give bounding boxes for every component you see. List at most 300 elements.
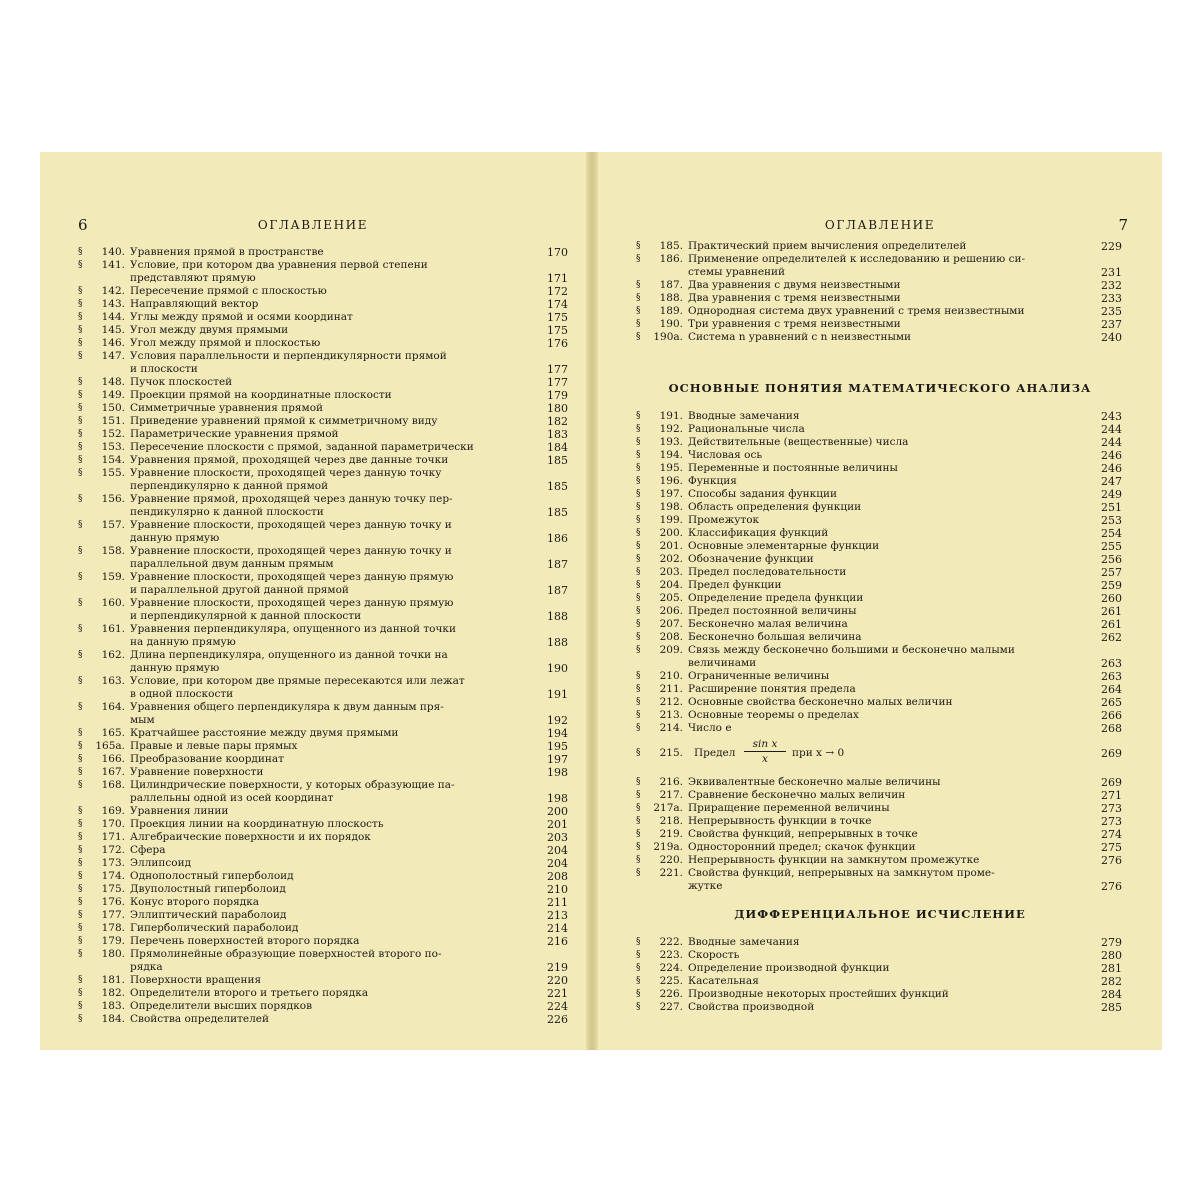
page-ref: 254 xyxy=(1101,527,1122,540)
entry-number: 207. xyxy=(659,618,683,630)
running-title: ОГЛАВЛЕНИЕ xyxy=(824,218,936,232)
entry-title: представляют прямую xyxy=(130,272,256,284)
entry-title: Функция xyxy=(688,475,737,487)
entry-title: Условие, при котором две прямые пересекаются или лежат xyxy=(130,675,465,687)
section-sign: § xyxy=(78,923,83,933)
toc-entry xyxy=(78,259,568,272)
toc-entry xyxy=(636,305,1122,318)
entry-title: Определители высших порядков xyxy=(130,1000,313,1012)
entry-title: величинами xyxy=(688,657,757,669)
entry-title: Классификация функций xyxy=(688,527,829,539)
section-sign: § xyxy=(636,829,641,839)
section-sign: § xyxy=(636,1002,641,1012)
page-ref: 235 xyxy=(1101,305,1122,318)
section-sign: § xyxy=(636,645,641,655)
section-sign: § xyxy=(78,702,83,712)
entry-number: 154. xyxy=(101,454,125,466)
toc-entry xyxy=(78,701,568,714)
section-sign: § xyxy=(636,476,641,486)
section-sign: § xyxy=(636,842,641,852)
page-ref: 269 xyxy=(1101,747,1122,760)
page-ref: 256 xyxy=(1101,553,1122,566)
section-sign: § xyxy=(636,554,641,564)
entry-title: и плоскости xyxy=(130,363,198,375)
toc-entry xyxy=(78,623,568,636)
entry-number: 153. xyxy=(101,441,125,453)
entry-title: Ограниченные величины xyxy=(688,670,830,682)
entry-number: 224. xyxy=(659,962,683,974)
toc-entry xyxy=(78,597,568,610)
entry-title: Определение производной функции xyxy=(688,962,890,974)
toc-entry xyxy=(636,266,1122,279)
entry-title: на данную прямую xyxy=(130,636,236,648)
toc-list-analysis-2 xyxy=(636,776,1122,893)
entry-title: и перпендикулярной к данной плоскости xyxy=(130,610,362,622)
entry-title: жутке xyxy=(688,880,723,892)
entry-number: 142. xyxy=(101,285,125,297)
page-ref: 211 xyxy=(547,896,568,909)
section-sign: § xyxy=(78,741,83,751)
entry-title: Определение предела функции xyxy=(688,592,864,604)
toc-list-analysis xyxy=(636,410,1122,735)
entry-number: 169. xyxy=(101,805,125,817)
right-page xyxy=(598,152,1162,1050)
toc-entry xyxy=(78,662,568,675)
entry-title: перпендикулярно к данной прямой xyxy=(130,480,329,492)
fraction-denominator: x xyxy=(762,753,768,765)
section-sign: § xyxy=(78,546,83,556)
page-ref: 247 xyxy=(1101,475,1122,488)
toc-list-right-top xyxy=(636,240,1122,344)
entry-title: Основные элементарные функции xyxy=(688,540,880,552)
entry-number: 190а. xyxy=(653,331,683,343)
page-ref: 198 xyxy=(547,792,568,805)
entry-title: Предел постоянной величины xyxy=(688,605,857,617)
section-sign: § xyxy=(78,988,83,998)
right-page-header xyxy=(598,216,1162,238)
section-heading-analysis: ОСНОВНЫЕ ПОНЯТИЯ МАТЕМАТИЧЕСКОГО АНАЛИЗА xyxy=(668,381,1092,395)
entry-number: 179. xyxy=(101,935,125,947)
page-ref: 213 xyxy=(547,909,568,922)
page-ref: 273 xyxy=(1101,815,1122,828)
entry-title: Однородная система двух уравнений с тремя неизвестными xyxy=(688,305,1025,317)
entry-number: 148. xyxy=(101,376,125,388)
entry-title: Число e xyxy=(688,722,732,734)
fraction-numerator: sin x xyxy=(744,737,786,752)
toc-entry xyxy=(78,1013,568,1026)
section-sign: § xyxy=(636,450,641,460)
entry-number: 143. xyxy=(101,298,125,310)
page-ref: 219 xyxy=(547,961,568,974)
entry-number: 152. xyxy=(101,428,125,440)
entry-number: 168. xyxy=(101,779,125,791)
toc-entry xyxy=(78,779,568,792)
toc-entry xyxy=(78,870,568,883)
toc-entry xyxy=(636,1001,1122,1014)
section-sign: § xyxy=(78,949,83,959)
entry-title: Промежуток xyxy=(688,514,760,526)
page-ref: 275 xyxy=(1101,841,1122,854)
page-ref: 261 xyxy=(1101,618,1122,631)
section-sign: § xyxy=(78,247,83,257)
page-ref: 204 xyxy=(547,844,568,857)
entry-number: 163. xyxy=(101,675,125,687)
section-sign: § xyxy=(636,502,641,512)
entry-title: Сравнение бесконечно малых величин xyxy=(688,789,906,801)
section-sign: § xyxy=(78,520,83,530)
toc-entry xyxy=(636,789,1122,802)
page-ref: 220 xyxy=(547,974,568,987)
page-ref: 183 xyxy=(547,428,568,441)
page-ref: 190 xyxy=(547,662,568,675)
entry-title: Рациональные числа xyxy=(688,423,805,435)
entry-number: 213. xyxy=(659,709,683,721)
entry-number: 193. xyxy=(659,436,683,448)
section-sign: § xyxy=(636,593,641,603)
entry-number: 159. xyxy=(101,571,125,583)
page-ref: 260 xyxy=(1101,592,1122,605)
entry-title: рядка xyxy=(130,961,163,973)
toc-entry xyxy=(636,618,1122,631)
entry-title: Непрерывность функции в точке xyxy=(688,815,872,827)
toc-entry xyxy=(78,493,568,506)
page-ref: 208 xyxy=(547,870,568,883)
page-ref: 263 xyxy=(1101,657,1122,670)
entry-number: 180. xyxy=(101,948,125,960)
section-sign: § xyxy=(636,963,641,973)
toc-entry xyxy=(78,948,568,961)
section-sign: § xyxy=(78,910,83,920)
entry-number: 175. xyxy=(101,883,125,895)
entry-number: 220. xyxy=(659,854,683,866)
toc-entry xyxy=(78,324,568,337)
page-ref: 172 xyxy=(547,285,568,298)
section-sign: § xyxy=(78,676,83,686)
entry-number: 172. xyxy=(101,844,125,856)
page-ref: 192 xyxy=(547,714,568,727)
toc-entry xyxy=(636,253,1122,266)
entry-title: Свойства производной xyxy=(688,1001,815,1013)
entry-title: мым xyxy=(130,714,155,726)
section-sign: § xyxy=(78,767,83,777)
toc-entry xyxy=(78,636,568,649)
toc-entry xyxy=(78,467,568,480)
entry-title: Пересечение плоскости с прямой, заданной параметрически xyxy=(130,441,474,453)
toc-entry xyxy=(78,792,568,805)
section-sign: § xyxy=(78,572,83,582)
toc-entry xyxy=(78,506,568,519)
toc-entry xyxy=(78,246,568,259)
page-number: 6 xyxy=(78,216,88,234)
entry-title: Кратчайшее расстояние между двумя прямыми xyxy=(130,727,399,739)
toc-entry xyxy=(636,462,1122,475)
entry-title: Условия параллельности и перпендикулярности прямой xyxy=(130,350,447,362)
toc-entry xyxy=(636,292,1122,305)
section-sign: § xyxy=(636,671,641,681)
entry-title: Преобразование координат xyxy=(130,753,284,765)
toc-entry xyxy=(636,722,1122,735)
section-sign: § xyxy=(78,442,83,452)
entry-number: 141. xyxy=(101,259,125,271)
entry-title: Приведение уравнений прямой к симметричному виду xyxy=(130,415,438,427)
entry-title: Однополостный гиперболоид xyxy=(130,870,294,882)
section-sign: § xyxy=(78,936,83,946)
section-sign: § xyxy=(78,871,83,881)
entry-number: 166. xyxy=(101,753,125,765)
entry-title: Бесконечно большая величина xyxy=(688,631,862,643)
entry-number: 157. xyxy=(101,519,125,531)
page-ref: 185 xyxy=(547,506,568,519)
entry-title: Уравнения прямой в пространстве xyxy=(130,246,324,258)
section-sign: § xyxy=(636,937,641,947)
entry-number: 219. xyxy=(659,828,683,840)
entry-number: 177. xyxy=(101,909,125,921)
toc-entry xyxy=(78,363,568,376)
entry-number: 215. xyxy=(659,747,683,759)
section-sign: § xyxy=(636,528,641,538)
toc-entry xyxy=(78,883,568,896)
entry-number: 151. xyxy=(101,415,125,427)
page-ref: 269 xyxy=(1101,776,1122,789)
entry-title: Эллипсоид xyxy=(130,857,192,869)
section-sign: § xyxy=(636,868,641,878)
page-ref: 279 xyxy=(1101,936,1122,949)
entry-title: Конус второго порядка xyxy=(130,896,260,908)
entry-number: 173. xyxy=(101,857,125,869)
section-sign: § xyxy=(78,429,83,439)
entry-number: 202. xyxy=(659,553,683,565)
toc-entry xyxy=(78,285,568,298)
toc-entry xyxy=(78,389,568,402)
section-sign: § xyxy=(78,975,83,985)
entry-number: 212. xyxy=(659,696,683,708)
section-sign: § xyxy=(78,1014,83,1024)
entry-title: и параллельной другой данной прямой xyxy=(130,584,349,596)
book-gutter xyxy=(586,152,598,1050)
entry-number: 196. xyxy=(659,475,683,487)
page-ref: 171 xyxy=(547,272,568,285)
section-sign: § xyxy=(636,411,641,421)
page-ref: 195 xyxy=(547,740,568,753)
page-ref: 284 xyxy=(1101,988,1122,1001)
entry-number: 211. xyxy=(659,683,683,695)
entry-number: 200. xyxy=(659,527,683,539)
toc-entry xyxy=(636,318,1122,331)
entry-number: 170. xyxy=(101,818,125,830)
toc-entry xyxy=(636,988,1122,1001)
entry-title: Двуполостный гиперболоид xyxy=(130,883,286,895)
entry-title: Вводные замечания xyxy=(688,410,800,422)
entry-number: 189. xyxy=(659,305,683,317)
entry-title: Расширение понятия предела xyxy=(688,683,856,695)
entry-title: Угол между двумя прямыми xyxy=(130,324,289,336)
toc-entry xyxy=(78,480,568,493)
page-ref: 201 xyxy=(547,818,568,831)
section-sign: § xyxy=(636,489,641,499)
section-sign: § xyxy=(636,790,641,800)
page-ref: 243 xyxy=(1101,410,1122,423)
toc-entry xyxy=(78,909,568,922)
entry-title: Уравнение плоскости, проходящей через данную точку xyxy=(130,467,442,479)
toc-entry xyxy=(78,675,568,688)
toc-entry xyxy=(78,987,568,1000)
entry-title: Углы между прямой и осями координат xyxy=(130,311,353,323)
toc-entry xyxy=(78,272,568,285)
section-sign: § xyxy=(636,437,641,447)
entry-number: 225. xyxy=(659,975,683,987)
entry-number: 167. xyxy=(101,766,125,778)
entry-title: Уравнение поверхности xyxy=(130,766,264,778)
entry-number: 178. xyxy=(101,922,125,934)
section-sign: § xyxy=(78,832,83,842)
entry-title: Приращение переменной величины xyxy=(688,802,890,814)
toc-entry xyxy=(78,688,568,701)
entry-number: 208. xyxy=(659,631,683,643)
entry-number: 174. xyxy=(101,870,125,882)
section-sign: § xyxy=(636,816,641,826)
entry-title: Уравнения линии xyxy=(130,805,229,817)
section-sign: § xyxy=(78,403,83,413)
entry-title-suffix: при x → 0 xyxy=(792,747,845,759)
toc-entry xyxy=(636,579,1122,592)
fraction xyxy=(744,737,786,766)
section-sign: § xyxy=(636,515,641,525)
section-sign: § xyxy=(78,312,83,322)
page-ref: 264 xyxy=(1101,683,1122,696)
entry-number: 181. xyxy=(101,974,125,986)
page-ref: 177 xyxy=(547,376,568,389)
toc-entry xyxy=(78,805,568,818)
toc-entry xyxy=(78,571,568,584)
page-ref: 246 xyxy=(1101,449,1122,462)
entry-title: Обозначение функции xyxy=(688,553,814,565)
entry-title: Вводные замечания xyxy=(688,936,800,948)
entry-number: 195. xyxy=(659,462,683,474)
section-sign: § xyxy=(78,494,83,504)
toc-entry xyxy=(78,727,568,740)
section-sign: § xyxy=(78,780,83,790)
section-sign: § xyxy=(636,777,641,787)
toc-list-left xyxy=(78,246,568,1026)
section-sign: § xyxy=(78,728,83,738)
entry-title: данную прямую xyxy=(130,532,220,544)
section-sign: § xyxy=(78,884,83,894)
toc-entry xyxy=(636,331,1122,344)
section-sign: § xyxy=(636,684,641,694)
page-ref: 231 xyxy=(1101,266,1122,279)
section-sign: § xyxy=(636,950,641,960)
entry-number: 183. xyxy=(101,1000,125,1012)
entry-title: Условие, при котором два уравнения первой степени xyxy=(130,259,428,271)
toc-entry xyxy=(636,436,1122,449)
section-sign: § xyxy=(78,377,83,387)
toc-entry xyxy=(636,657,1122,670)
page-ref: 268 xyxy=(1101,722,1122,735)
page-ref: 203 xyxy=(547,831,568,844)
entry-number: 182. xyxy=(101,987,125,999)
entry-title: Предел последовательности xyxy=(688,566,847,578)
toc-entry xyxy=(636,709,1122,722)
toc-entry xyxy=(78,935,568,948)
page-ref: 175 xyxy=(547,311,568,324)
section-sign: § xyxy=(636,424,641,434)
page-ref: 214 xyxy=(547,922,568,935)
entry-title: Перечень поверхностей второго порядка xyxy=(130,935,360,947)
entry-title: Проекция линии на координатную плоскость xyxy=(130,818,384,830)
entry-title: Прямолинейные образующие поверхностей второго по- xyxy=(130,948,442,960)
entry-title: Три уравнения с тремя неизвестными xyxy=(688,318,901,330)
entry-number: 222. xyxy=(659,936,683,948)
entry-title: Практический прием вычисления определителей xyxy=(688,240,967,252)
entry-number: 156. xyxy=(101,493,125,505)
toc-list-differential xyxy=(636,936,1122,1014)
entry-title: Уравнения перпендикуляра, опущенного из данной точки xyxy=(130,623,456,635)
page-ref: 221 xyxy=(547,987,568,1000)
section-sign: § xyxy=(78,845,83,855)
entry-number: 218. xyxy=(659,815,683,827)
page-ref: 274 xyxy=(1101,828,1122,841)
toc-entry xyxy=(78,545,568,558)
page-ref: 263 xyxy=(1101,670,1122,683)
section-sign: § xyxy=(78,650,83,660)
toc-entry xyxy=(636,670,1122,683)
entry-number: 221. xyxy=(659,867,683,879)
section-sign: § xyxy=(636,293,641,303)
entry-number: 187. xyxy=(659,279,683,291)
toc-entry xyxy=(636,410,1122,423)
entry-title: Длина перпендикуляра, опущенного из данной точки на xyxy=(130,649,448,661)
toc-entry xyxy=(78,831,568,844)
toc-entry xyxy=(636,815,1122,828)
entry-title: Скорость xyxy=(688,949,740,961)
section-sign: § xyxy=(636,697,641,707)
toc-entry xyxy=(78,532,568,545)
toc-entry xyxy=(636,828,1122,841)
toc-entry xyxy=(78,740,568,753)
toc-entry xyxy=(78,766,568,779)
section-sign: § xyxy=(78,455,83,465)
toc-entry xyxy=(636,841,1122,854)
entry-title: Два уравнения с двумя неизвестными xyxy=(688,279,901,291)
entry-title: Способы задания функции xyxy=(688,488,837,500)
page-ref: 188 xyxy=(547,636,568,649)
section-sign: § xyxy=(636,567,641,577)
left-page-header xyxy=(40,216,586,238)
page-ref: 276 xyxy=(1101,880,1122,893)
entry-title: Определители второго и третьего порядка xyxy=(130,987,369,999)
section-sign: § xyxy=(636,306,641,316)
section-sign: § xyxy=(636,463,641,473)
running-title: ОГЛАВЛЕНИЕ xyxy=(257,218,369,232)
toc-entry xyxy=(78,558,568,571)
page-ref: 276 xyxy=(1101,854,1122,867)
section-sign: § xyxy=(78,338,83,348)
page-ref: 224 xyxy=(547,1000,568,1013)
entry-number: 162. xyxy=(101,649,125,661)
toc-entry xyxy=(78,844,568,857)
section-sign: § xyxy=(636,723,641,733)
section-sign: § xyxy=(636,748,641,758)
page-ref: 273 xyxy=(1101,802,1122,815)
page-ref: 265 xyxy=(1101,696,1122,709)
entry-title: Алгебраические поверхности и их порядок xyxy=(130,831,371,843)
toc-entry xyxy=(78,610,568,623)
toc-entry xyxy=(636,936,1122,949)
section-sign: § xyxy=(636,280,641,290)
entry-title: Связь между бесконечно большими и бесконечно малыми xyxy=(688,644,1015,656)
section-sign: § xyxy=(78,598,83,608)
toc-entry xyxy=(78,896,568,909)
